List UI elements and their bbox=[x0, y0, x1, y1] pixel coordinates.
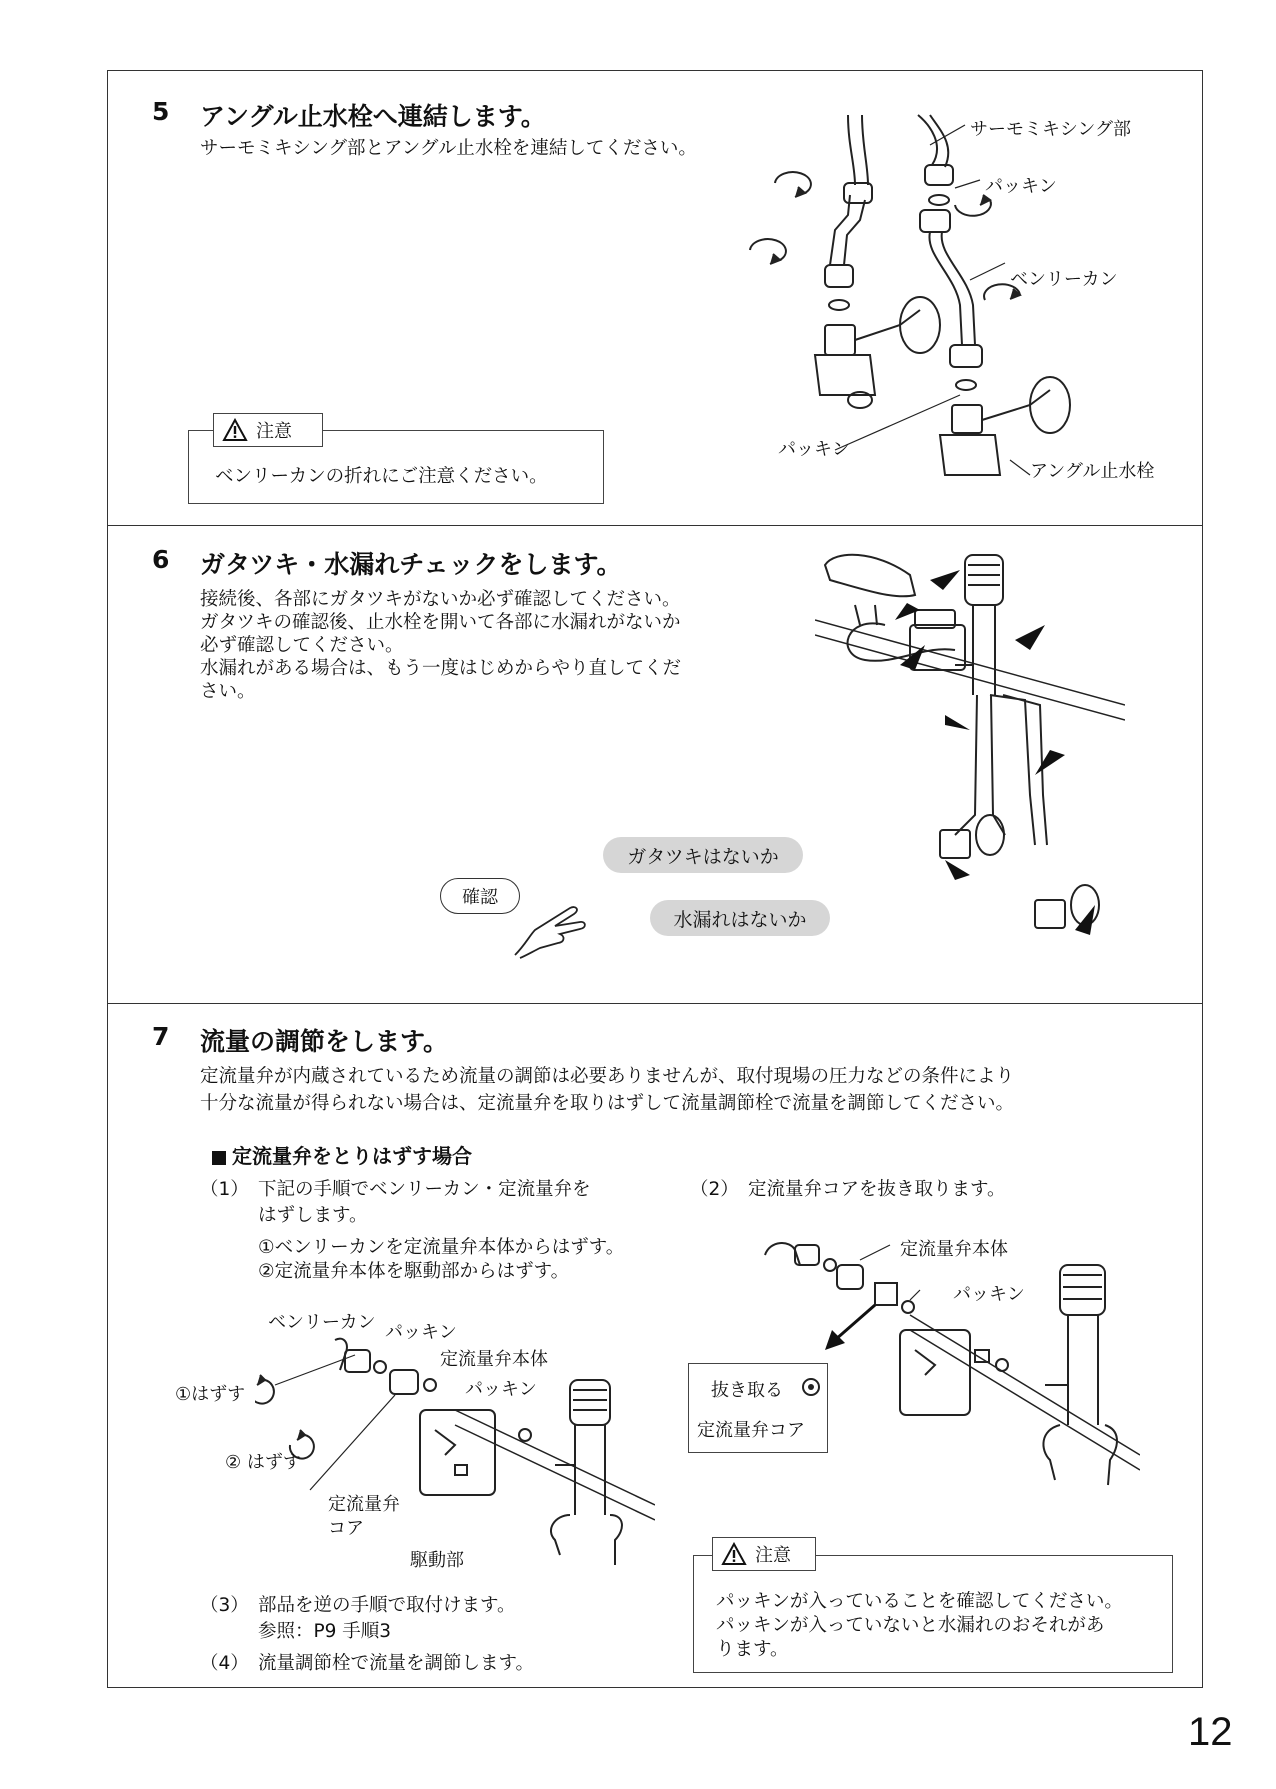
item-line: 部品を逆の手順で取付けます。 bbox=[258, 1595, 516, 1616]
caution-tag bbox=[712, 1537, 816, 1571]
check-label: 確認 bbox=[440, 878, 520, 914]
section-divider bbox=[107, 525, 1203, 526]
item-subline: ①ベンリーカンを定流量弁本体からはずす。 bbox=[258, 1237, 625, 1258]
step-body-line: ガタツキの確認後、止水栓を開いて各部に水漏れがないか bbox=[200, 612, 681, 633]
step-number: 6 bbox=[152, 545, 170, 574]
check-bubble-leak: 水漏れはないか bbox=[650, 900, 830, 936]
label-drive-unit: 駆動部 bbox=[410, 1550, 464, 1571]
step-description: サーモミキシング部とアングル止水栓を連結してください。 bbox=[200, 138, 697, 159]
check-bubble-rattle: ガタツキはないか bbox=[603, 837, 803, 873]
core-callout-box bbox=[688, 1363, 828, 1453]
label-angle-valve: アングル止水栓 bbox=[1030, 461, 1155, 482]
label-remove-1: ①はずす bbox=[175, 1384, 246, 1405]
caution-line: パッキンが入っていることを確認してください。 bbox=[716, 1591, 1123, 1612]
warning-icon bbox=[222, 418, 248, 442]
item-line: 流量調節栓で流量を調節します。 bbox=[258, 1653, 535, 1674]
label-core-1: 定流量弁 bbox=[328, 1494, 400, 1515]
step-body-line: 必ず確認してください。 bbox=[200, 635, 404, 656]
label-packing: パッキン bbox=[778, 439, 850, 460]
page-number: 12 bbox=[1188, 1710, 1233, 1754]
item-subline: ②定流量弁本体を駆動部からはずす。 bbox=[258, 1261, 570, 1282]
step-body-line: 接続後、各部にガタツキがないか必ず確認してください。 bbox=[200, 589, 681, 610]
item-number: （3） bbox=[200, 1595, 249, 1616]
item-line: 下記の手順でベンリーカン・定流量弁を bbox=[258, 1179, 591, 1200]
section-divider bbox=[107, 1003, 1203, 1004]
square-bullet-icon bbox=[212, 1151, 226, 1165]
label-packing: パッキン bbox=[953, 1284, 1025, 1305]
item-number: （2） bbox=[690, 1179, 739, 1200]
label-thermo-mixing: サーモミキシング部 bbox=[970, 119, 1132, 140]
caution-box bbox=[693, 1555, 1173, 1673]
item-line: 定流量弁コアを抜き取ります。 bbox=[748, 1179, 1006, 1200]
caution-label: 注意 bbox=[755, 1545, 791, 1566]
faucet-check-illustration bbox=[815, 545, 1125, 985]
label-benri-kan: ベンリーカン bbox=[268, 1312, 376, 1333]
step-title: アングル止水栓へ連結します。 bbox=[200, 102, 546, 131]
valve-core-icon bbox=[801, 1376, 821, 1398]
step-title: ガタツキ・水漏れチェックをします。 bbox=[200, 550, 622, 579]
label-valve-core: 定流量弁コア bbox=[697, 1420, 805, 1441]
label-packing: パッキン bbox=[985, 176, 1057, 197]
warning-icon bbox=[721, 1542, 747, 1566]
caution-tag bbox=[213, 413, 323, 447]
caution-line: パッキンが入っていないと水漏れのおそれがあ bbox=[716, 1615, 1105, 1636]
caution-line: ります。 bbox=[716, 1639, 789, 1660]
step-body-line: さい。 bbox=[200, 681, 256, 702]
label-valve-body: 定流量弁本体 bbox=[440, 1349, 548, 1370]
step-body-line: 水漏れがある場合は、もう一度はじめからやり直してくだ bbox=[200, 658, 682, 679]
subheading-text: 定流量弁をとりはずす場合 bbox=[232, 1144, 472, 1168]
step-title: 流量の調節をします。 bbox=[200, 1027, 449, 1056]
label-benri-kan: ベンリーカン bbox=[1010, 269, 1118, 290]
step-body-line: 定流量弁が内蔵されているため流量の調節は必要ありませんが、取付現場の圧力などの条件により bbox=[200, 1066, 1015, 1087]
item-number: （1） bbox=[200, 1179, 249, 1200]
item-number: （4） bbox=[200, 1653, 249, 1674]
step-number: 5 bbox=[152, 97, 170, 126]
label-pull-out: 抜き取る bbox=[711, 1380, 783, 1401]
item-reference: 参照：P9 手順3 bbox=[258, 1621, 392, 1642]
label-core-2: コア bbox=[328, 1518, 364, 1539]
subheading bbox=[212, 1140, 472, 1169]
label-packing: パッキン bbox=[465, 1379, 537, 1400]
label-valve-body: 定流量弁本体 bbox=[900, 1239, 1008, 1260]
pointing-hand-icon bbox=[510, 890, 590, 960]
step-body-line: 十分な流量が得られない場合は、定流量弁を取りはずして流量調節栓で流量を調節してください。 bbox=[200, 1093, 1015, 1114]
label-remove-2: ② はずす bbox=[225, 1452, 301, 1473]
step-number: 7 bbox=[152, 1022, 170, 1051]
caution-label: 注意 bbox=[256, 421, 292, 442]
caution-text: ベンリーカンの折れにご注意ください。 bbox=[215, 466, 548, 487]
item-line: はずします。 bbox=[258, 1205, 368, 1226]
label-packing: パッキン bbox=[385, 1322, 457, 1343]
